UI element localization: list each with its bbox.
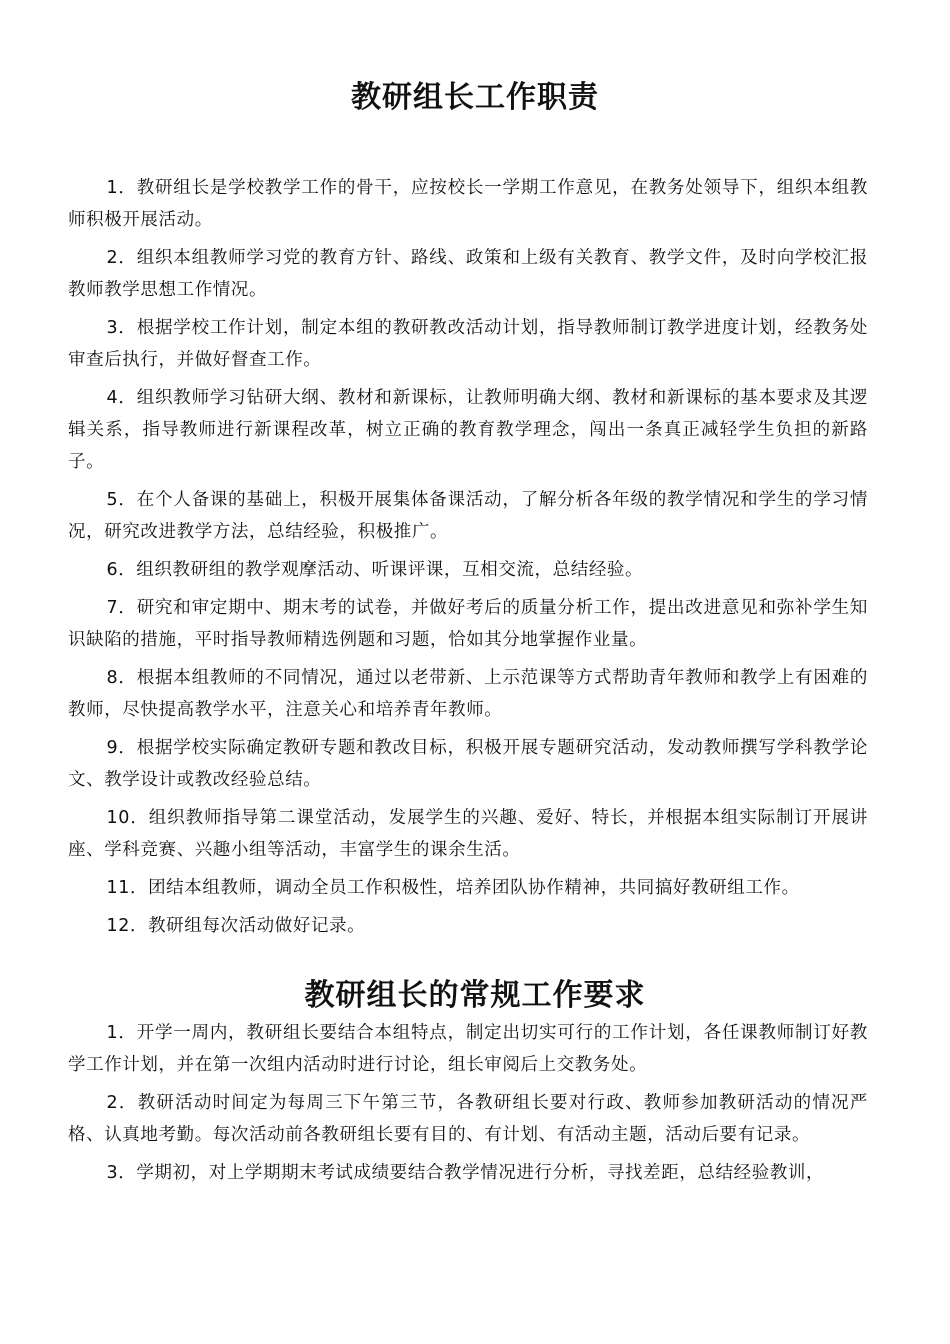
duty-item: 5．在个人备课的基础上，积极开展集体备课活动，了解分析各年级的教学情况和学生的学习情况，研究改进教学方法，总结经验，积极推广。 [68,490,868,542]
duty-item: 4．组织教师学习钻研大纲、教材和新课标，让教师明确大纲、教材和新课标的基本要求及其逻辑关系，指导教师进行新课程改革，树立正确的教育教学理念，闯出一条真正减轻学生负担的新路子。 [68,388,868,472]
duty-item: 6．组织教研组的教学观摩活动、听课评课，互相交流，总结经验。 [106,560,644,580]
duty-item: 8．根据本组教师的不同情况，通过以老带新、上示范课等方式帮助青年教师和教学上有困难的教师，尽快提高教学水平，注意关心和培养青年教师。 [68,668,868,720]
section-1-title: 教研组长工作职责 [351,80,599,115]
section-2-body [68,1017,868,1195]
duty-item: 11．团结本组教师，调动全员工作积极性，培养团队协作精神，共同搞好教研组工作。 [106,878,800,898]
duty-item: 1．教研组长是学校教学工作的骨干，应按校长一学期工作意见，在教务处领导下，组织本组教师积极开展活动。 [68,178,868,230]
duty-item: 7．研究和审定期中、期末考的试卷，并做好考后的质量分析工作，提出改进意见和弥补学生知识缺陷的措施，平时指导教师精选例题和习题，恰如其分地掌握作业量。 [68,598,868,650]
section-1-body [68,172,868,948]
requirement-item: 1．开学一周内，教研组长要结合本组特点，制定出切实可行的工作计划，各任课教师制订好教学工作计划，并在第一次组内活动时进行讨论，组长审阅后上交教务处。 [68,1023,868,1075]
duty-item: 3．根据学校工作计划，制定本组的教研教改活动计划，指导教师制订教学进度计划，经教务处审查后执行，并做好督查工作。 [68,318,868,370]
duty-item: 2．组织本组教师学习党的教育方针、路线、政策和上级有关教育、教学文件，及时向学校汇报教师教学思想工作情况。 [68,248,868,300]
duty-item: 12．教研组每次活动做好记录。 [106,916,366,936]
duty-item: 9．根据学校实际确定教研专题和教改目标，积极开展专题研究活动，发动教师撰写学科教学论文、教学设计或教改经验总结。 [68,738,868,790]
requirement-item: 2．教研活动时间定为每周三下午第三节，各教研组长要对行政、教师参加教研活动的情况严格、认真地考勤。每次活动前各教研组长要有目的、有计划、有活动主题，活动后要有记录。 [68,1093,868,1145]
duty-item: 10．组织教师指导第二课堂活动，发展学生的兴趣、爱好、特长，并根据本组实际制订开展讲座、学科竞赛、兴趣小组等活动，丰富学生的课余生活。 [68,808,868,860]
section-2-title: 教研组长的常规工作要求 [304,978,646,1013]
requirement-item: 3．学期初，对上学期期末考试成绩要结合教学情况进行分析，寻找差距，总结经验教训， [106,1163,825,1183]
